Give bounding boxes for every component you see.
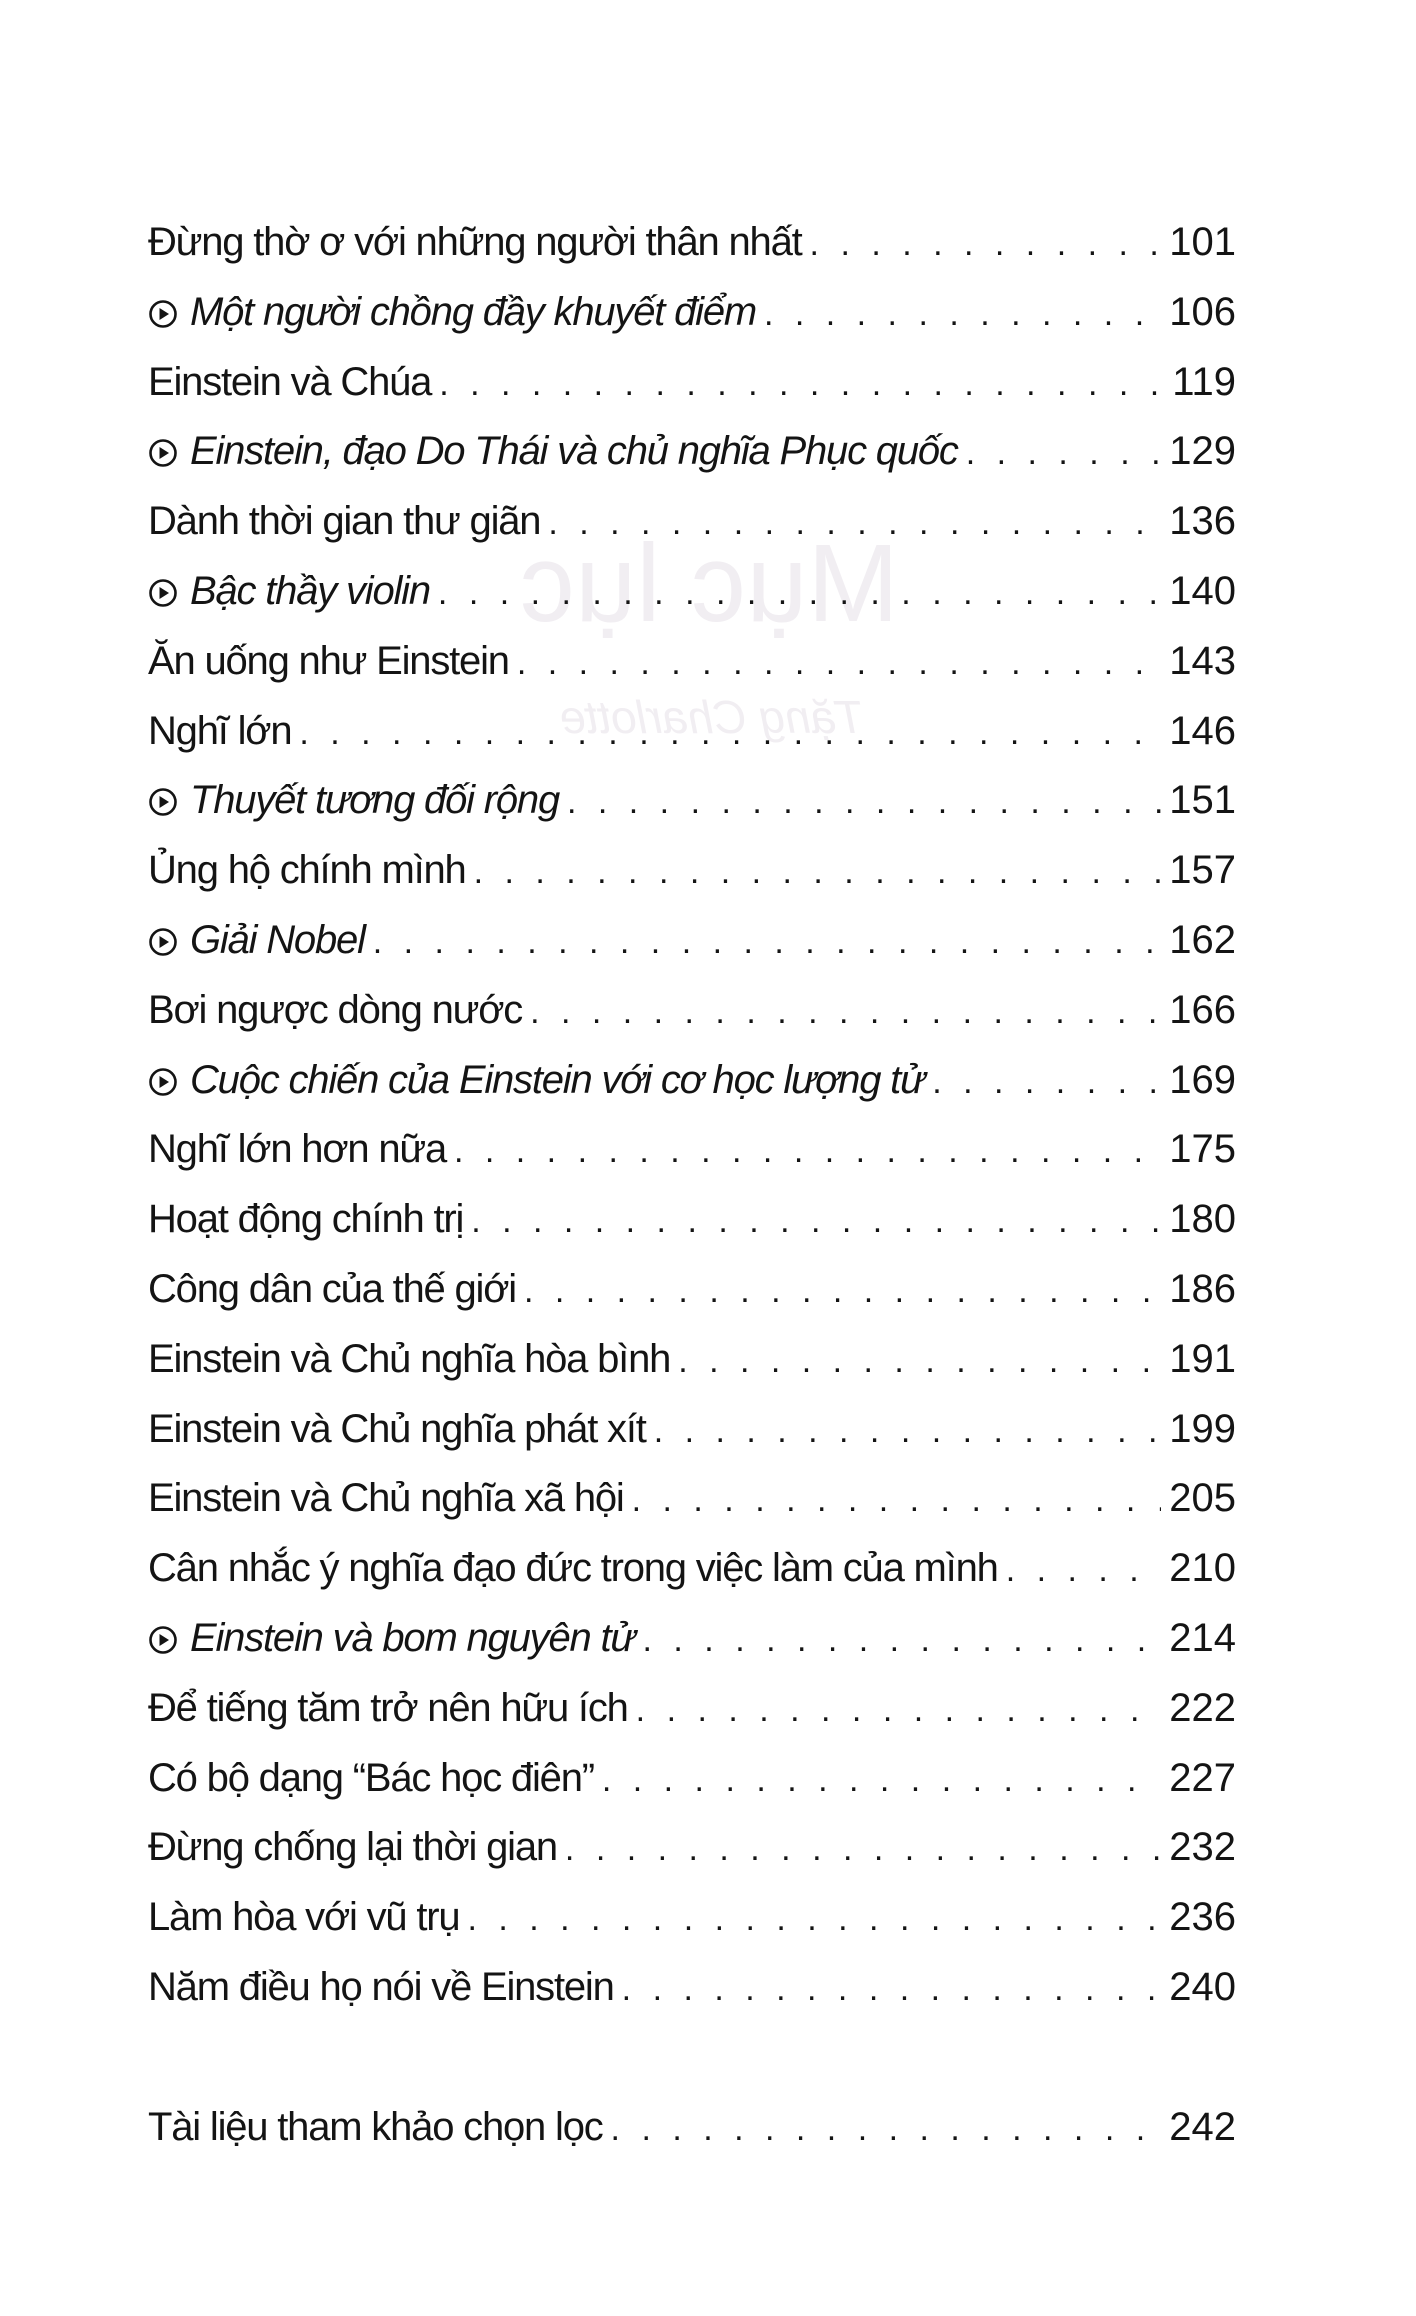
toc-entry-page-number: 180 bbox=[1169, 1197, 1236, 1242]
toc-entry-page-number: 186 bbox=[1169, 1266, 1236, 1311]
toc-entry[interactable] bbox=[148, 1464, 1236, 1534]
dot-leader bbox=[654, 1397, 1162, 1467]
toc-entry-title: Cân nhắc ý nghĩa đạo đức trong việc làm của mình bbox=[148, 1546, 998, 1591]
play-circle-icon bbox=[148, 282, 178, 312]
toc-entry-title: Đừng thờ ơ với những người thân nhất bbox=[148, 220, 802, 264]
toc-entry-page-number: 199 bbox=[1169, 1406, 1236, 1451]
toc-entry-title: Năm điều họ nói về Einstein bbox=[148, 1964, 614, 2009]
dot-leader bbox=[530, 978, 1161, 1048]
dot-leader bbox=[454, 1117, 1161, 1187]
toc-entry[interactable] bbox=[148, 417, 1236, 487]
toc-entry-title: Einstein, đạo Do Thái và chủ nghĩa Phục quốc bbox=[190, 429, 958, 474]
toc-entry-title: Einstein và Chủ nghĩa phát xít bbox=[148, 1406, 646, 1451]
toc-entry-page-number: 143 bbox=[1169, 638, 1236, 683]
toc-entry-page-number: 240 bbox=[1169, 1964, 1236, 2009]
toc-entry[interactable] bbox=[148, 906, 1236, 976]
dot-leader bbox=[517, 629, 1161, 699]
toc-entry-page-number: 119 bbox=[1172, 359, 1236, 404]
toc-entry-page-number: 169 bbox=[1169, 1057, 1236, 1102]
dot-leader bbox=[643, 1606, 1162, 1676]
dot-leader bbox=[602, 1746, 1161, 1816]
toc-entry-title: Bơi ngược dòng nước bbox=[148, 987, 523, 1032]
toc-entry[interactable] bbox=[148, 1046, 1236, 1116]
toc-entry-page-number: 214 bbox=[1169, 1615, 1236, 1660]
table-of-contents bbox=[148, 208, 1236, 2163]
dot-leader bbox=[932, 1048, 1161, 1118]
dot-leader bbox=[764, 280, 1161, 350]
dot-leader bbox=[548, 489, 1161, 559]
dot-leader bbox=[966, 419, 1162, 489]
toc-entry-title: Einstein và Chủ nghĩa hòa bình bbox=[148, 1336, 671, 1381]
toc-entry[interactable] bbox=[148, 1604, 1236, 1674]
dot-leader bbox=[611, 2095, 1162, 2165]
toc-entry-page-number: 129 bbox=[1169, 429, 1236, 474]
toc-entry[interactable] bbox=[148, 1813, 1236, 1883]
dot-leader bbox=[636, 1676, 1162, 1746]
toc-entry-title: Dành thời gian thư giãn bbox=[148, 499, 541, 544]
toc-entry-title: Làm hòa với vũ trụ bbox=[148, 1895, 460, 1940]
play-circle-icon bbox=[148, 910, 178, 940]
toc-entry-page-number: 166 bbox=[1169, 987, 1236, 1032]
toc-entry[interactable] bbox=[148, 1395, 1236, 1465]
toc-entry-page-number: 242 bbox=[1169, 2104, 1236, 2149]
toc-entry-title: Có bộ dạng “Bác học điên” bbox=[148, 1755, 594, 1800]
toc-entry-page-number: 140 bbox=[1169, 568, 1236, 613]
play-circle-icon bbox=[148, 1608, 178, 1638]
show-through-title: Mục lục bbox=[520, 522, 899, 645]
toc-entry[interactable] bbox=[148, 1115, 1236, 1185]
dot-leader bbox=[632, 1466, 1162, 1536]
dot-leader bbox=[567, 768, 1161, 838]
toc-entry-title: Ăn uống như Einstein bbox=[148, 638, 509, 683]
toc-entry-title: Thuyết tương đối rộng bbox=[190, 778, 559, 823]
toc-entry-page-number: 210 bbox=[1169, 1546, 1236, 1591]
dot-leader bbox=[471, 1187, 1161, 1257]
play-circle-icon bbox=[148, 1050, 178, 1080]
toc-entry[interactable] bbox=[148, 976, 1236, 1046]
dot-leader bbox=[474, 838, 1162, 908]
toc-entry[interactable] bbox=[148, 1325, 1236, 1395]
toc-entry-page-number: 106 bbox=[1169, 289, 1236, 334]
toc-entry[interactable] bbox=[148, 1883, 1236, 1953]
toc-entry-page-number: 151 bbox=[1169, 778, 1236, 823]
toc-entry-page-number: 162 bbox=[1169, 917, 1236, 962]
toc-entry[interactable] bbox=[148, 1744, 1236, 1814]
toc-entry-title: Nghĩ lớn bbox=[148, 708, 292, 753]
dot-leader bbox=[678, 1327, 1161, 1397]
toc-entry-page-number: 222 bbox=[1169, 1685, 1236, 1730]
toc-entry-title: Einstein và Chúa bbox=[148, 359, 432, 404]
toc-entry[interactable] bbox=[148, 627, 1236, 697]
toc-entry[interactable] bbox=[148, 697, 1236, 767]
toc-entry-title: Giải Nobel bbox=[190, 917, 365, 962]
toc-entry[interactable] bbox=[148, 1953, 1236, 2023]
toc-entry-page-number: 232 bbox=[1169, 1825, 1236, 1870]
dot-leader bbox=[438, 559, 1161, 629]
toc-entry[interactable] bbox=[148, 766, 1236, 836]
toc-entry-page-number: 157 bbox=[1169, 848, 1236, 893]
dot-leader bbox=[1006, 1536, 1162, 1606]
dot-leader bbox=[524, 1257, 1161, 1327]
toc-entry[interactable] bbox=[148, 557, 1236, 627]
toc-entry-title: Để tiếng tăm trở nên hữu ích bbox=[148, 1685, 628, 1730]
toc-entry-title: Cuộc chiến của Einstein với cơ học lượng tử bbox=[190, 1057, 925, 1102]
toc-entry-page-number: 136 bbox=[1169, 499, 1236, 544]
toc-entry[interactable] bbox=[148, 208, 1236, 278]
toc-entry-title: Ủng hộ chính mình bbox=[148, 848, 466, 893]
toc-entry-page-number: 101 bbox=[1169, 220, 1236, 264]
dot-leader bbox=[810, 210, 1162, 280]
toc-entry-page-number: 191 bbox=[1169, 1336, 1236, 1381]
toc-entry[interactable] bbox=[148, 1185, 1236, 1255]
toc-entry[interactable] bbox=[148, 1674, 1236, 1744]
toc-entry[interactable] bbox=[148, 1534, 1236, 1604]
play-circle-icon bbox=[148, 770, 178, 800]
toc-entry-page-number: 236 bbox=[1169, 1895, 1236, 1940]
toc-entry-title: Nghĩ lớn hơn nữa bbox=[148, 1127, 446, 1172]
toc-entry-title: Hoạt động chính trị bbox=[148, 1197, 464, 1242]
toc-entry-title: Đừng chống lại thời gian bbox=[148, 1825, 557, 1870]
toc-entry-page-number: 146 bbox=[1169, 708, 1236, 753]
toc-entry-title: Tài liệu tham khảo chọn lọc bbox=[148, 2104, 603, 2149]
dot-leader bbox=[439, 350, 1164, 420]
toc-entry-page-number: 205 bbox=[1169, 1476, 1236, 1521]
toc-entry-title: Một người chồng đầy khuyết điểm bbox=[190, 289, 756, 334]
play-circle-icon bbox=[148, 421, 178, 451]
dot-leader bbox=[373, 908, 1161, 978]
toc-entry-page-number: 175 bbox=[1169, 1127, 1236, 1172]
dot-leader bbox=[565, 1815, 1161, 1885]
toc-entry[interactable] bbox=[148, 1255, 1236, 1325]
toc-entry-title: Einstein và Chủ nghĩa xã hội bbox=[148, 1476, 624, 1521]
toc-entry[interactable] bbox=[148, 836, 1236, 906]
toc-entry-bibliography[interactable] bbox=[148, 2093, 1236, 2163]
toc-entry[interactable] bbox=[148, 487, 1236, 557]
dot-leader bbox=[622, 1955, 1162, 2025]
toc-entry-title: Bậc thầy violin bbox=[190, 568, 430, 613]
play-circle-icon bbox=[148, 561, 178, 591]
toc-entry[interactable] bbox=[148, 348, 1236, 418]
toc-entry-page-number: 227 bbox=[1169, 1755, 1236, 1800]
show-through-subtitle: Tặng Charlotte bbox=[560, 691, 865, 743]
toc-entry[interactable] bbox=[148, 278, 1236, 348]
toc-entry-title: Công dân của thế giới bbox=[148, 1266, 516, 1311]
toc-entry-title: Einstein và bom nguyên tử bbox=[190, 1615, 635, 1660]
dot-leader bbox=[467, 1885, 1161, 1955]
dot-leader bbox=[299, 699, 1161, 769]
